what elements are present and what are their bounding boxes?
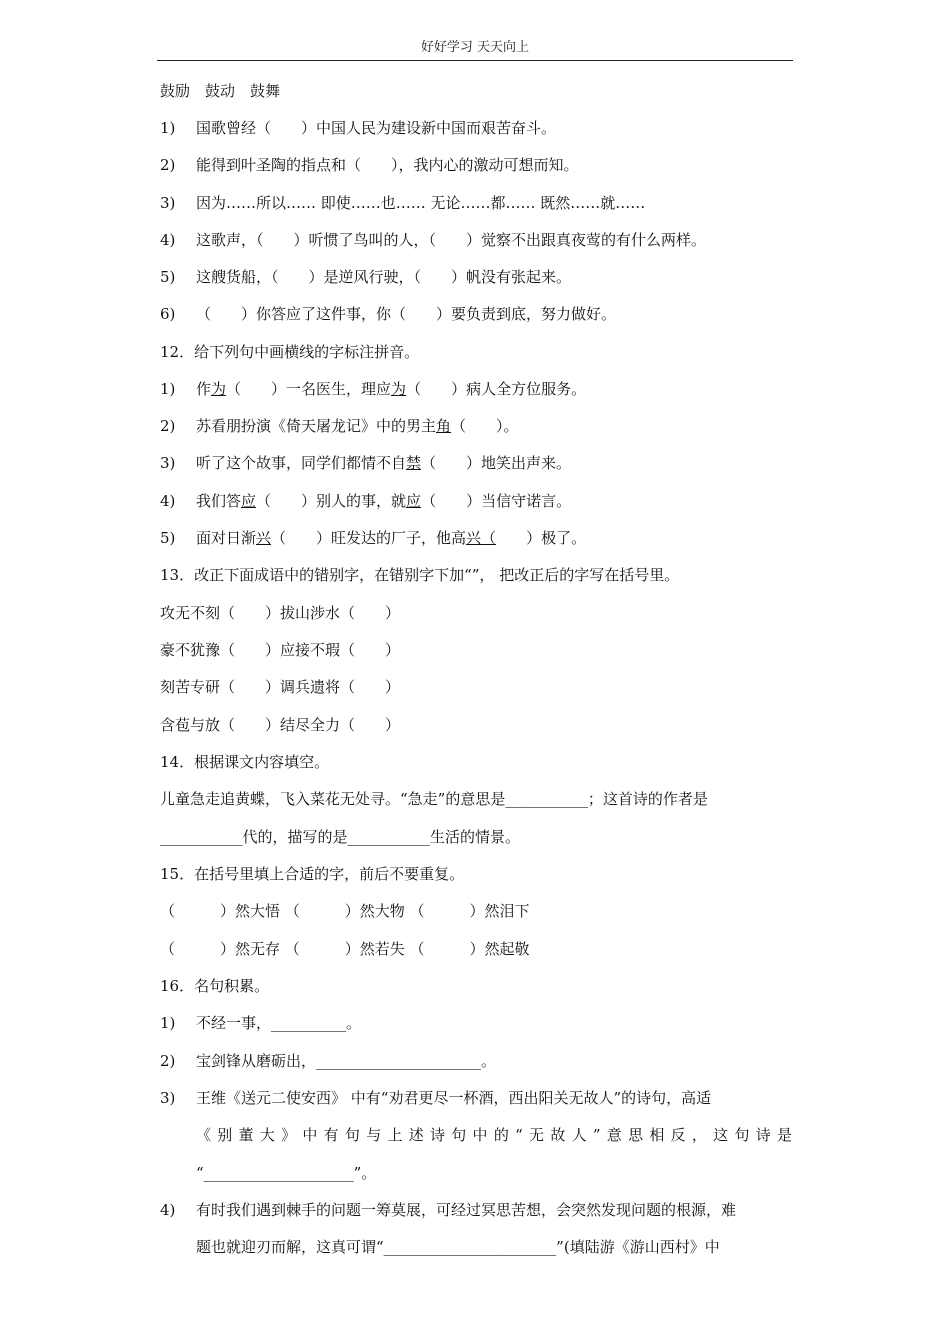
item-continuation: 《别董大》中有句与上述诗句中的“无故人”意思相反，这句诗是 [196,1126,792,1144]
item-number: 2) [160,417,176,435]
underlined-char: 兴 [256,529,272,547]
item-text: （ ）你答应了这件事，你（ ）要负责到底，努力做好。 [196,305,617,323]
item-number: 3) [160,194,176,212]
underlined-char: 兴（ [466,529,497,547]
idiom-row: 豪不犹豫（ ）应接不瑕（ ） [160,641,401,659]
word-options: 鼓励 鼓动 鼓舞 [160,82,281,100]
item-number: 4) [160,1201,176,1219]
item-number: 1) [160,119,176,137]
item-number: 3) [160,1089,176,1107]
item-text: （ ）地笑出声来。 [421,454,572,472]
item-continuation: “____________________”。 [196,1164,377,1182]
list-item [160,192,645,214]
item-text: （ ）病人全方位服务。 [406,380,587,398]
underlined-char: 角 [436,417,452,435]
question-16-heading: 16．名句积累。 [160,977,270,995]
item-text: 王维《送元二使安西》 中有“劝君更尽一杯酒，西出阳关无故人”的诗句，高适 [196,1089,712,1107]
item-text: 苏看朋扮演《倚天屠龙记》中的男主 [196,417,437,435]
list-item [160,415,519,437]
item-text: 听了这个故事，同学们都情不自 [196,454,407,472]
item-text: 这艘货船，（ ）是逆风行驶，（ ）帆没有张起来。 [196,268,572,286]
list-item [160,378,586,400]
item-number: 2) [160,156,176,174]
question-14-heading: 14．根据课文内容填空。 [160,753,330,771]
underlined-char: 禁 [406,454,422,472]
item-text: （ ）别人的事，就 [256,492,407,510]
list-item [160,117,556,139]
list-item [160,154,579,176]
item-text: 宝剑锋从磨砺出，______________________。 [196,1052,497,1070]
item-number: 2) [160,1052,176,1070]
underlined-char: 为 [391,380,407,398]
item-text: 国歌曾经（ ）中国人民为建设新中国而艰苦奋斗。 [196,119,557,137]
item-text: 有时我们遇到棘手的问题一筹莫展，可经过冥思苦想，会突然发现问题的根源，难 [196,1201,737,1219]
list-item [160,1087,711,1109]
underlined-char: 应 [406,492,422,510]
idiom-row: 攻无不刻（ ）拔山涉水（ ） [160,604,401,622]
item-text: 面对日渐 [196,529,257,547]
underlined-char: 应 [241,492,257,510]
item-number: 4) [160,492,176,510]
idiom-row: 含苞与放（ ）结尽全力（ ） [160,716,401,734]
idiom-row: 刻苦专研（ ）调兵遗将（ ） [160,678,401,696]
item-continuation: 题也就迎刃而解，这真可谓“_______________________”(填陆游《游山西村》中 [196,1238,720,1256]
item-text: 这歌声，（ ）听惯了鸟叫的人，（ ）觉察不出跟真夜莺的有什么两样。 [196,231,707,249]
poem-fill-line: ___________代的，描写的是___________生活的情景。 [160,828,521,846]
question-12-heading: 12．给下列句中画横线的字标注拼音。 [160,343,420,361]
item-text: 作 [196,380,212,398]
item-text: （ ）一名医生，理应 [226,380,392,398]
poem-fill-line: 儿童急走追黄蝶，飞入菜花无处寻。“急走”的意思是___________；这首诗的作者是 [160,790,708,808]
item-text: 能得到叶圣陶的指点和（ ），我内心的激动可想而知。 [196,156,579,174]
header-text: 好好学习 天天向上 [420,40,530,55]
item-number: 4) [160,231,176,249]
question-15-heading: 15．在括号里填上合适的字，前后不要重复。 [160,865,465,883]
list-item [160,1012,361,1034]
item-number: 1) [160,1014,176,1032]
list-item [160,303,616,325]
fill-word-row: （ ）然大悟 （ ）然大物 （ ）然泪下 [160,902,530,920]
list-item [160,452,571,474]
list-item [160,1199,736,1221]
list-item [160,229,706,251]
list-item [160,1050,496,1072]
page-header [157,38,793,61]
fill-word-row: （ ）然无存 （ ）然若失 （ ）然起敬 [160,940,530,958]
question-13-heading: 13．改正下面成语中的错别字，在错别字下加“”， 把改正后的字写在括号里。 [160,566,680,584]
item-text: 因为……所以…… 即使……也…… 无论……都…… 既然……就…… [196,194,646,212]
underlined-char: 为 [211,380,227,398]
item-number: 1) [160,380,176,398]
item-text: 不经一事，__________。 [196,1014,362,1032]
item-text: 我们答 [196,492,242,510]
item-number: 6) [160,305,176,323]
list-item [160,490,571,512]
item-text: ）极了。 [496,529,587,547]
item-number: 5) [160,268,176,286]
item-text: （ ）当信守诺言。 [421,492,572,510]
list-item [160,266,571,288]
item-number: 3) [160,454,176,472]
item-text: （ ）。 [451,417,519,435]
list-item [160,527,586,549]
item-text: （ ）旺发达的厂子，他高 [271,529,467,547]
item-number: 5) [160,529,176,547]
